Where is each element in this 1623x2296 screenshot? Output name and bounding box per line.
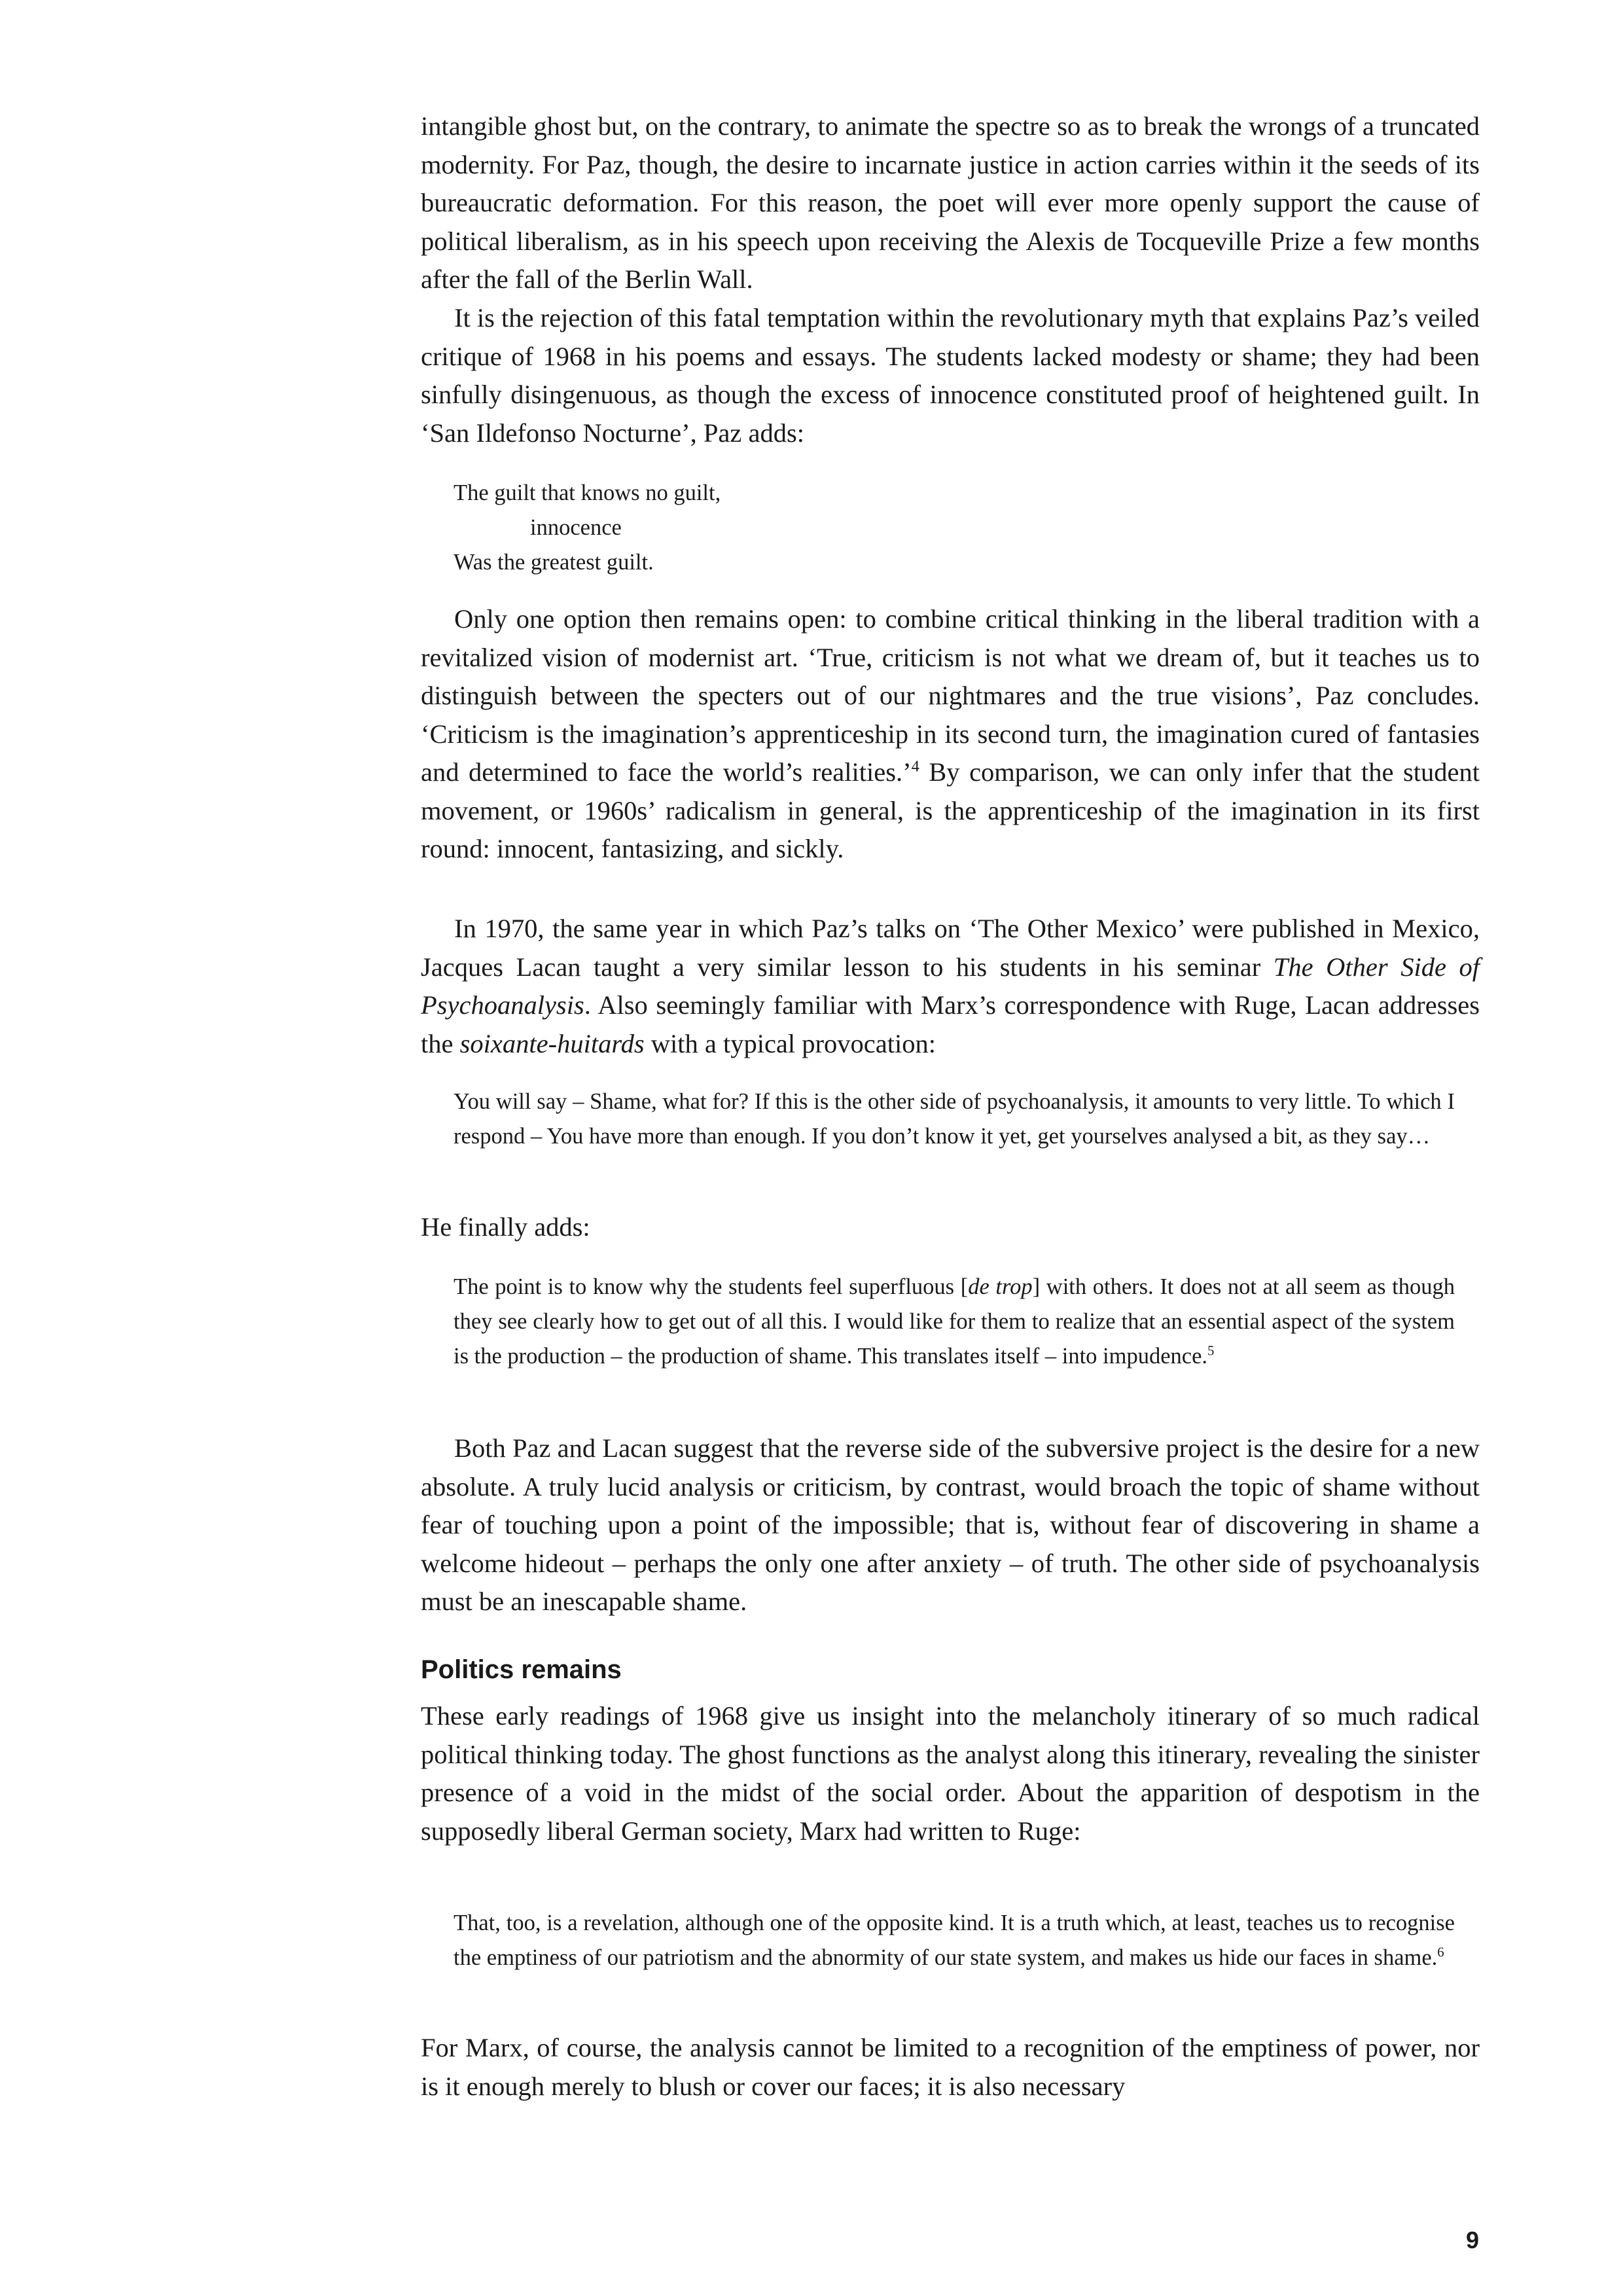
quotation-text: The point is to know why the students feel superfluous [: [454, 1274, 969, 1299]
footnote-marker: 5: [1207, 1344, 1215, 1359]
paragraph: Both Paz and Lacan suggest that the reverse side of the subversive project is the desire for a new absolute. A truly lucid analysis or criticism, by contrast, would broach the topic of shame without fear of touching upon a point of the impossible; that is, without fear of discovering in shame a welcome hideout – perhaps the only one after anxiety – of truth. The other side of psychoanalysis must be an inescapable shame.: [421, 1433, 1480, 1616]
block-quotation: You will say – Shame, what for? If this is the other side of psychoanalysis, it amounts to very little. To which I respond – You have more than enough. If you don’t know it yet, get yourselves analysed a bit, as they say…: [454, 1089, 1455, 1149]
block-quotation: [421, 1906, 1455, 1975]
paragraph: [421, 600, 1480, 869]
book-title: The Other Side of Psychoanalysis: [421, 952, 1480, 1020]
page-number: 9: [1465, 2227, 1479, 2253]
paragraph: intangible ghost but, on the contrary, to animate the spectre so as to break the wrongs of a truncated modernity. For Paz, though, the desire to incarnate justice in action carries within it the seeds of its bureaucratic deformation. For this reason, the poet will ever more openly support the cause of political liberalism, as in his speech upon receiving the Alexis de Tocqueville Prize a few months after the fall of the Berlin Wall.: [421, 111, 1480, 294]
verse-quotation: [421, 476, 1480, 580]
paragraph-text: Only one option then remains open: to combine critical thinking in the liberal tradition with a revitalized vision of modernist art. ‘True, criticism is not what we dream of, but it teaches us to distinguish between the specters out of our nightmares and the true visions’, Paz concludes. ‘Criticism is the imagination’s apprenticeship in its second turn, the imagination cured of fantasies and determined to face the world’s realities.’: [421, 604, 1480, 787]
verse-line: The guilt that knows no guilt,: [454, 480, 721, 505]
paragraph-text: By comparison, we can only infer that the student movement, or 1960s’ radicalism in general, is the apprenticeship of the imagination in its first round: innocent, fantasizing, and sickly.: [421, 757, 1480, 863]
paragraph: [421, 910, 1480, 1063]
block-quotation: [421, 1270, 1455, 1374]
foreign-term: de trop: [968, 1274, 1033, 1299]
paragraph-text: . Also seemingly familiar with Marx’s correspondence with Ruge, Lacan addresses the: [421, 990, 1480, 1058]
paragraph-text: In 1970, the same year in which Paz’s talks on ‘The Other Mexico’ were published in Mexico, Jacques Lacan taught a very similar lesson to his students in his seminar: [421, 914, 1480, 982]
quotation-text: ] with others. It does not at all seem as though they see clearly how to get out of all this. I would like for them to realize that an essential aspect of the system is the production – the production of shame. This translates itself – into impudence.: [454, 1274, 1455, 1369]
paragraph: It is the rejection of this fatal temptation within the revolutionary myth that explains Paz’s veiled critique of 1968 in his poems and essays. The students lacked modesty or shame; they had been sinfully disingenuous, as though the excess of innocence constituted proof of heightened guilt. In ‘San Ildefonso Nocturne’, Paz adds:: [421, 303, 1480, 448]
paragraph: For Marx, of course, the analysis cannot be limited to a recognition of the emptiness of power, nor is it enough merely to blush or cover our faces; it is also necessary: [421, 2033, 1480, 2101]
verse-line: Was the greatest guilt.: [454, 550, 654, 575]
paragraph: He finally adds:: [421, 1212, 590, 1242]
paragraph: These early readings of 1968 give us insight into the melancholy itinerary of so much radical political thinking today. The ghost functions as the analyst along this itinerary, revealing the sinister presence of a void in the midst of the social order. About the apparition of despotism in the supposedly liberal German society, Marx had written to Ruge:: [421, 1701, 1480, 1846]
footnote-marker: 6: [1437, 1945, 1444, 1960]
foreign-term: soixante-huitards: [459, 1028, 645, 1058]
paragraph-text: with a typical provocation:: [651, 1028, 936, 1058]
quotation-text: That, too, is a revelation, although one of the opposite kind. It is a truth which, at least, teaches us to recognise the emptiness of our patriotism and the abnormity of our state system, and makes us hide our faces in shame.: [454, 1910, 1455, 1970]
footnote-marker: 4: [911, 757, 919, 776]
section-heading: Politics remains: [421, 1655, 622, 1684]
verse-line: innocence: [530, 515, 622, 540]
